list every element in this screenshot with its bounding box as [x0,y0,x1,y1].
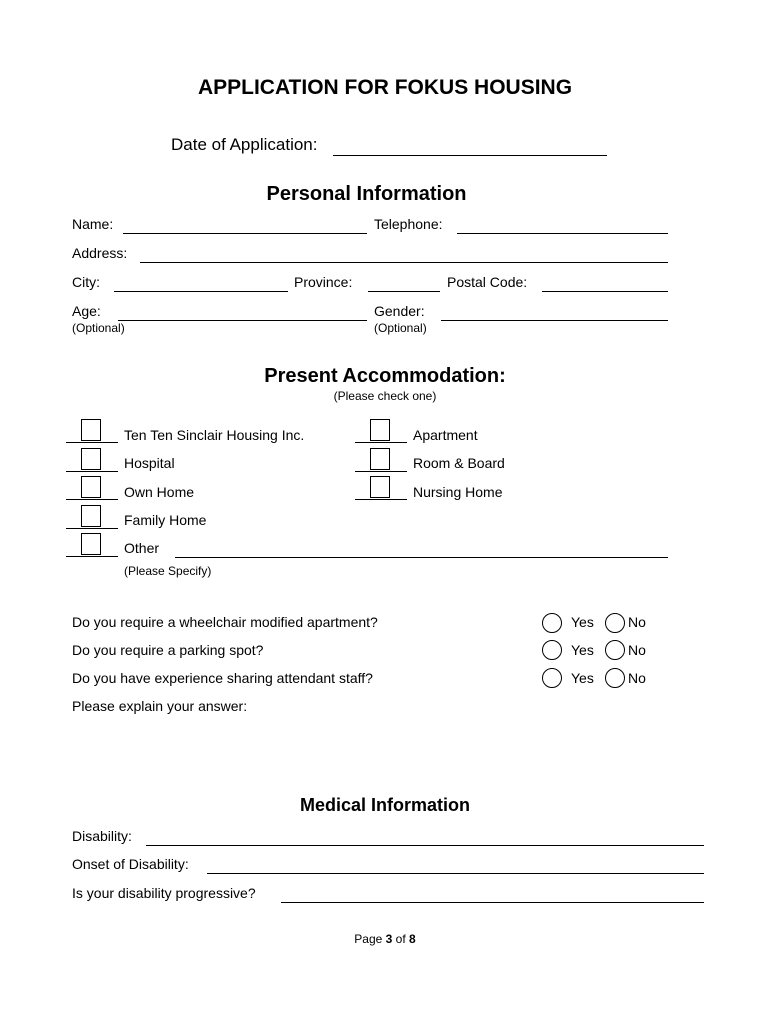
option-label-own-home: Own Home [124,484,195,500]
date-label: Date of Application: [171,135,318,154]
checkbox-apartment[interactable] [370,419,390,441]
checkbox-underline [355,499,407,500]
gender-optional-note: (Optional) [374,321,427,335]
accommodation-note: (Please check one) [333,389,437,403]
checkbox-underline [66,528,118,529]
radio-attendant-no[interactable] [605,668,625,688]
checkbox-other[interactable] [81,533,101,555]
page-number: 3 [385,932,393,946]
radio-parking-yes[interactable] [542,640,562,660]
option-label-hospital: Hospital [124,455,175,471]
option-label-apartment: Apartment [413,427,478,443]
onset-label: Onset of Disability: [72,856,189,872]
checkbox-family-home[interactable] [81,505,101,527]
checkbox-room-and-board[interactable] [370,448,390,470]
question-parking: Do you require a parking spot? [72,642,264,658]
no-label: No [628,670,646,686]
option-label-room-and-board: Room & Board [413,455,505,471]
age-label: Age: [72,303,101,319]
postal-code-label: Postal Code: [447,274,528,290]
radio-wheelchair-yes[interactable] [542,613,562,633]
onset-field[interactable] [207,873,704,874]
other-specify-field[interactable] [175,557,668,558]
province-field[interactable] [368,291,440,292]
address-label: Address: [72,245,128,261]
address-field[interactable] [140,262,668,263]
checkbox-nursing-home[interactable] [370,476,390,498]
explain-answer-area[interactable] [72,720,672,780]
telephone-label: Telephone: [374,216,443,232]
yes-label: Yes [571,642,594,658]
checkbox-underline [66,499,118,500]
checkbox-underline [66,556,118,557]
date-field[interactable] [333,155,607,156]
form-title: APPLICATION FOR FOKUS HOUSING [197,76,573,99]
option-label-family-home: Family Home [124,512,207,528]
age-field[interactable] [118,320,367,321]
accommodation-heading: Present Accommodation: [264,365,506,387]
option-label-other: Other [124,540,160,556]
radio-attendant-yes[interactable] [542,668,562,688]
gender-label: Gender: [374,303,425,319]
city-field[interactable] [114,291,288,292]
checkbox-own-home[interactable] [81,476,101,498]
name-label: Name: [72,216,114,232]
gender-field[interactable] [441,320,668,321]
checkbox-underline [66,471,118,472]
checkbox-underline [355,442,407,443]
age-optional-note: (Optional) [72,321,125,335]
progressive-label: Is your disability progressive? [72,885,256,901]
city-label: City: [72,274,100,290]
page-word: Page [354,932,383,946]
checkbox-underline [355,471,407,472]
medical-heading: Medical Information [299,795,470,815]
no-label: No [628,642,646,658]
no-label: No [628,614,646,630]
disability-label: Disability: [72,828,132,844]
radio-parking-no[interactable] [605,640,625,660]
checkbox-ten-ten-sinclair[interactable] [81,419,101,441]
yes-label: Yes [571,670,594,686]
checkbox-hospital[interactable] [81,448,101,470]
province-label: Province: [294,274,353,290]
yes-label: Yes [571,614,594,630]
personal-heading: Personal Information [266,183,467,205]
checkbox-underline [66,442,118,443]
name-field[interactable] [123,233,367,234]
page-footer [0,932,770,946]
telephone-field[interactable] [457,233,668,234]
option-label-nursing-home: Nursing Home [413,484,503,500]
of-word: of [395,932,406,946]
page-total: 8 [409,932,416,946]
postal-code-field[interactable] [542,291,668,292]
other-specify-note: (Please Specify) [124,564,212,578]
explain-label: Please explain your answer: [72,698,248,714]
progressive-field[interactable] [281,902,704,903]
disability-field[interactable] [146,845,704,846]
question-attendant-staff: Do you have experience sharing attendant staff? [72,670,373,686]
option-label-ten-ten-sinclair: Ten Ten Sinclair Housing Inc. [124,427,305,443]
radio-wheelchair-no[interactable] [605,613,625,633]
question-wheelchair: Do you require a wheelchair modified apartment? [72,614,378,630]
